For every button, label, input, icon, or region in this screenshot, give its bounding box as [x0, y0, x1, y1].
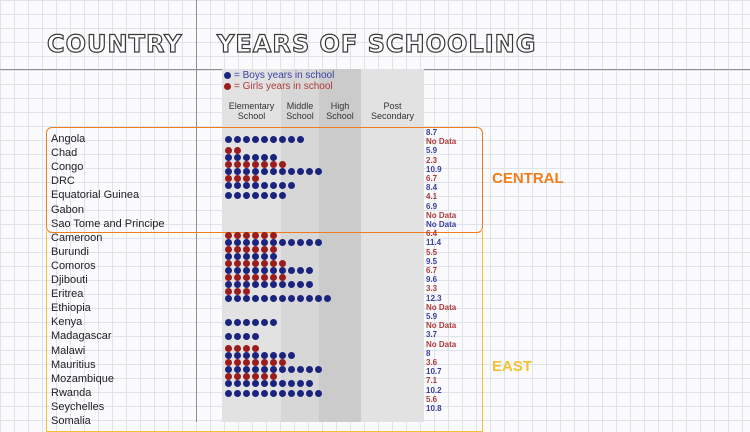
boys-dot-icon [224, 72, 231, 79]
schooling-dot [225, 390, 232, 397]
value-label: 3.7 [426, 330, 438, 340]
schooling-dot [288, 136, 295, 143]
value-label: 11.4 [426, 238, 442, 248]
value-label: 3.3 [426, 284, 438, 294]
schooling-dot [270, 246, 277, 253]
schooling-dot [243, 246, 250, 253]
schooling-dot [261, 246, 268, 253]
schooling-dot [243, 366, 250, 373]
value-label: No Data [426, 137, 457, 147]
value-label: 5.9 [426, 146, 438, 156]
schooling-dot [234, 352, 241, 359]
schooling-dot [306, 239, 313, 246]
country-label: Equatorial Guinea [51, 189, 140, 202]
schooling-dot [243, 267, 250, 274]
schooling-dot [261, 359, 268, 366]
stage-line: Elementary [228, 101, 275, 111]
schooling-dot [234, 366, 241, 373]
value-label: No Data [426, 220, 457, 229]
value-label: 10.7 [426, 367, 442, 377]
schooling-dot [225, 232, 232, 239]
schooling-dot [225, 239, 232, 246]
schooling-dot [279, 359, 286, 366]
schooling-dot [261, 352, 268, 359]
schooling-dot [279, 239, 286, 246]
schooling-dot [234, 359, 241, 366]
schooling-dot [270, 232, 277, 239]
country-label: Eritrea [51, 288, 84, 301]
country-column-title: COUNTRY [47, 30, 183, 58]
value-label: 6.9 [426, 201, 438, 211]
schooling-dot [261, 253, 268, 260]
country-label: Rwanda [51, 386, 92, 399]
legend-boys-label: = Boys years in school [234, 70, 335, 81]
stage-line: School [237, 111, 266, 121]
schooling-dot [288, 380, 295, 387]
schooling-dot [261, 232, 268, 239]
schooling-dot [225, 260, 232, 267]
schooling-dot [261, 274, 268, 281]
country-label: Chad [51, 147, 78, 160]
schooling-dot [270, 373, 277, 380]
schooling-dot [270, 352, 277, 359]
schooling-dot [270, 359, 277, 366]
value-label: 8 [426, 348, 431, 358]
value-label: 10.9 [426, 164, 442, 174]
schooling-dot [225, 267, 232, 274]
country-label: Comoros [51, 259, 96, 272]
country-label: Congo [51, 161, 84, 174]
schooling-dot [252, 253, 259, 260]
value-label: 6.4 [426, 229, 438, 239]
schooling-dot [252, 366, 259, 373]
schooling-dot [252, 260, 259, 267]
schooling-dot [297, 267, 304, 274]
schooling-dot [252, 345, 259, 352]
schooling-dot [261, 267, 268, 274]
schooling-dot [243, 345, 250, 352]
schooling-dot [225, 274, 232, 281]
schooling-dot [297, 366, 304, 373]
schooling-dot [270, 366, 277, 373]
stage-line: School [286, 111, 314, 121]
value-label: 8.4 [426, 183, 438, 193]
schooling-dot [252, 380, 259, 387]
value-label: 9.6 [426, 275, 438, 285]
schooling-dot [279, 390, 286, 397]
legend-boys [224, 70, 334, 81]
schooling-dot [315, 239, 322, 246]
value-label: No Data [426, 210, 457, 220]
stage-line: Secondary [370, 111, 415, 121]
schooling-dot [234, 246, 241, 253]
value-label: 5.6 [426, 394, 438, 404]
schooling-dot [306, 380, 313, 387]
value-label: No Data [426, 339, 457, 349]
schooling-dot [234, 274, 241, 281]
value-label: 5.9 [426, 312, 438, 321]
schooling-dot [270, 136, 277, 143]
schooling-dot [279, 281, 286, 288]
value-label: 7.1 [426, 376, 438, 386]
schooling-dot [225, 246, 232, 253]
schooling-dot [306, 390, 313, 397]
schooling-dot [234, 380, 241, 387]
schooling-dot [243, 281, 250, 288]
schooling-dot [288, 267, 295, 274]
schooling-dot [297, 239, 304, 246]
schooling-dot [315, 390, 322, 397]
girls-dot-icon [224, 83, 231, 90]
schooling-dot [252, 359, 259, 366]
schooling-dot [288, 281, 295, 288]
schooling-dot [270, 260, 277, 267]
schooling-dot [252, 267, 259, 274]
value-label: No Data [426, 302, 457, 312]
schooling-dot [234, 253, 241, 260]
schooling-dot [261, 390, 268, 397]
schooling-dot [306, 366, 313, 373]
schooling-dot [234, 239, 241, 246]
schooling-dot [270, 253, 277, 260]
stage-label-post-secondary [361, 101, 424, 121]
region-label-east: EAST [492, 358, 533, 375]
schooling-dot [225, 253, 232, 260]
schooling-dot [225, 345, 232, 352]
years-column-title: YEARS OF SCHOOLING [217, 30, 537, 58]
schooling-dot [279, 136, 286, 143]
schooling-dot [252, 274, 259, 281]
schooling-dot [252, 352, 259, 359]
stage-label-elementary [222, 101, 281, 121]
schooling-dot [261, 260, 268, 267]
schooling-dot [234, 136, 241, 143]
schooling-dot [234, 390, 241, 397]
schooling-dot [270, 281, 277, 288]
country-label: Madagascar [51, 330, 112, 343]
country-label: Seychelles [51, 400, 105, 413]
schooling-dot [279, 260, 286, 267]
value-label: 9.5 [426, 256, 438, 266]
schooling-dot [234, 260, 241, 267]
schooling-dot [288, 390, 295, 397]
schooling-dot [297, 380, 304, 387]
stage-label-middle [281, 101, 319, 121]
value-label: 3.6 [426, 358, 438, 367]
schooling-dot [243, 390, 250, 397]
schooling-dot [252, 136, 259, 143]
schooling-dot [261, 136, 268, 143]
schooling-dot [315, 366, 322, 373]
schooling-dot [288, 239, 295, 246]
schooling-dot [234, 232, 241, 239]
schooling-dot [243, 274, 250, 281]
region-label-central: CENTRAL [492, 170, 564, 187]
schooling-dot [279, 380, 286, 387]
country-label: Gabon [51, 203, 85, 216]
country-label: DRC [51, 175, 75, 188]
schooling-dot [279, 267, 286, 274]
schooling-dot [306, 267, 313, 274]
schooling-dot [297, 390, 304, 397]
schooling-dot [243, 352, 250, 359]
schooling-dot [225, 380, 232, 387]
value-label: No Data [426, 321, 457, 331]
schooling-dot [252, 390, 259, 397]
schooling-dot [225, 281, 232, 288]
schooling-dot [261, 373, 268, 380]
schooling-dot [243, 232, 250, 239]
country-label: Angola [51, 133, 86, 145]
schooling-dot [225, 373, 232, 380]
value-label: 5.5 [426, 247, 438, 257]
value-label: 10.8 [426, 404, 442, 413]
schooling-dot [243, 373, 250, 380]
schooling-dot [252, 373, 259, 380]
country-label: Ethiopia [51, 302, 91, 315]
schooling-dot [270, 390, 277, 397]
schooling-dot [243, 359, 250, 366]
country-label: Cameroon [51, 231, 103, 244]
schooling-dot [225, 136, 232, 143]
schooling-dot [234, 373, 241, 380]
schooling-dot [297, 136, 304, 143]
schooling-dot [252, 239, 259, 246]
schooling-dot [243, 239, 250, 246]
schooling-dot [225, 352, 232, 359]
schooling-dot [288, 352, 295, 359]
stage-line: School [326, 111, 354, 121]
schooling-dot [243, 136, 250, 143]
country-label: Djibouti [51, 274, 88, 286]
schooling-dot [234, 345, 241, 352]
schooling-dot [234, 281, 241, 288]
schooling-dot [306, 281, 313, 288]
schooling-dot [261, 366, 268, 373]
schooling-dot [279, 352, 286, 359]
value-label: 2.3 [426, 155, 438, 165]
value-label: 8.7 [426, 128, 438, 137]
country-label: Burundi [51, 245, 89, 258]
value-label: 6.7 [426, 174, 438, 183]
legend-girls-label: = Girls years in school [234, 81, 333, 92]
schooling-dot [297, 281, 304, 288]
schooling-dot [270, 267, 277, 274]
schooling-dot [279, 366, 286, 373]
schooling-dot [270, 274, 277, 281]
schooling-dot [270, 239, 277, 246]
schooling-dot [243, 380, 250, 387]
country-label: Malawi [51, 344, 86, 357]
country-label: Kenya [51, 316, 83, 329]
schooling-dot [261, 239, 268, 246]
schooling-dot [225, 366, 232, 373]
schooling-dot [252, 281, 259, 288]
stage-line: High [330, 101, 350, 111]
value-label: 10.2 [426, 385, 442, 395]
schooling-dot [279, 274, 286, 281]
stage-label-high [319, 101, 361, 121]
schooling-dot [288, 366, 295, 373]
country-label: Mozambique [51, 372, 114, 385]
schooling-dot [252, 246, 259, 253]
value-label: 12.3 [426, 293, 442, 303]
schooling-dot [225, 359, 232, 366]
schooling-dot [270, 380, 277, 387]
stage-line: Post [383, 101, 402, 111]
schooling-dot [243, 253, 250, 260]
legend-girls [224, 81, 333, 92]
value-label: 4.1 [426, 192, 438, 202]
schooling-dot [234, 267, 241, 274]
schooling-dot [261, 380, 268, 387]
schooling-dot [252, 232, 259, 239]
country-label: Mauritius [51, 358, 96, 371]
value-label: 6.7 [426, 266, 438, 275]
country-label: Somalia [51, 415, 91, 427]
schooling-dot [261, 281, 268, 288]
stage-line: Middle [286, 101, 314, 111]
schooling-dot [243, 260, 250, 267]
country-label: Sao Tome and Principe [51, 217, 165, 230]
